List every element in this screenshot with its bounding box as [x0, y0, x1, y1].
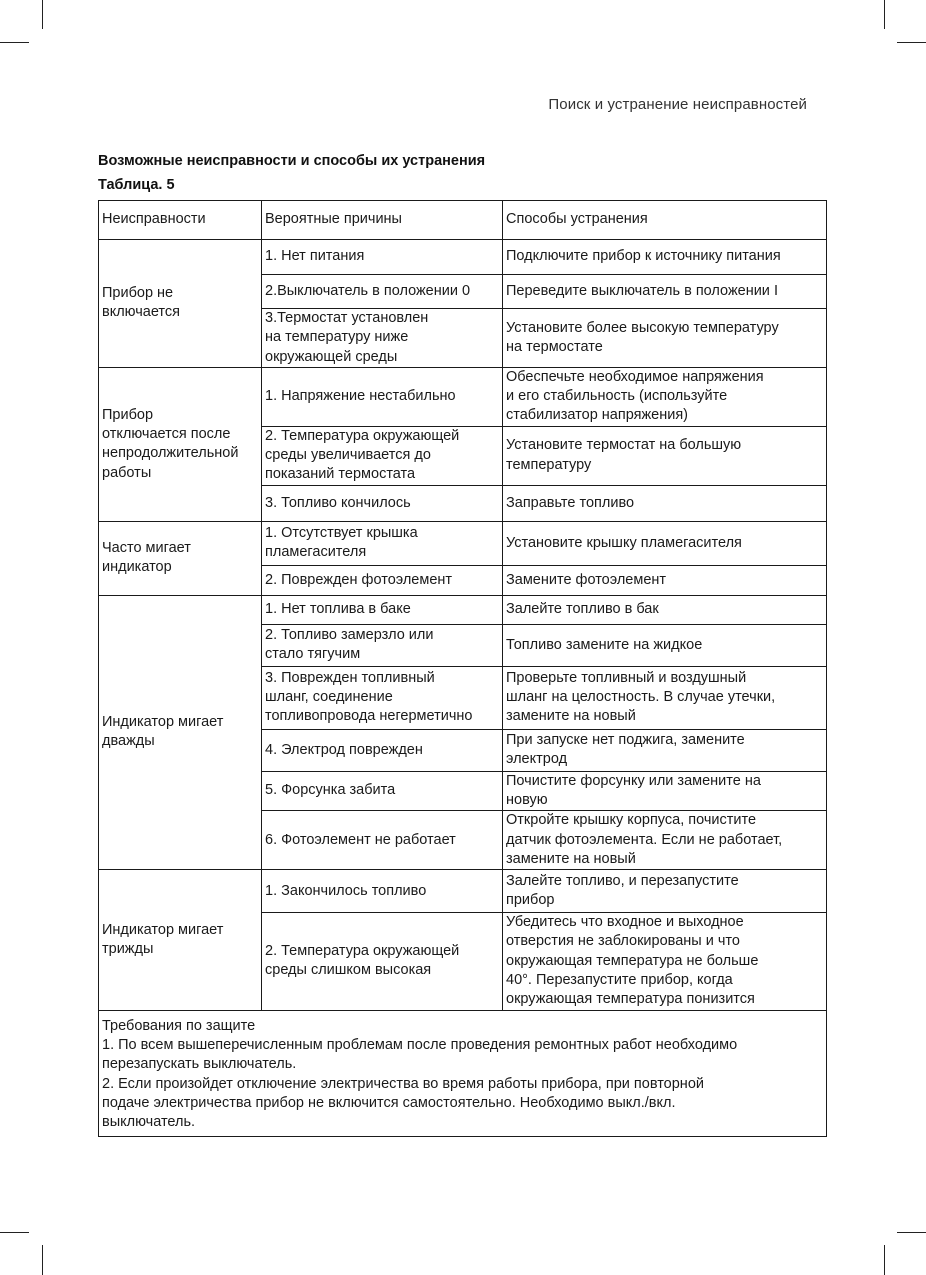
text-line: 5. Форсунка забита	[265, 782, 396, 799]
text-line: Залейте топливо, и перезапустите	[506, 872, 739, 889]
cause-cell	[262, 811, 503, 870]
text-line: перезапускать выключатель.	[102, 1056, 297, 1073]
section-title: Возможные неисправности и способы их устранения	[98, 153, 486, 169]
remedy-cell	[503, 913, 827, 1010]
crop-mark-top-left-horizontal	[0, 42, 29, 43]
text-line: среды слишком высокая	[265, 962, 432, 979]
text-line: новую	[506, 791, 548, 808]
text-line: 2. Температура окружающей	[265, 943, 460, 960]
text-line: 3. Топливо кончилось	[265, 494, 411, 511]
remedy-cell	[503, 811, 827, 870]
cause-cell	[262, 240, 503, 275]
text-line: Индикатор мигает	[102, 921, 224, 938]
cause-cell	[262, 595, 503, 624]
remedy-cell	[503, 666, 827, 729]
remedy-cell	[503, 485, 827, 521]
fault-cell	[99, 595, 262, 869]
text-line: 1. Нет питания	[265, 248, 365, 265]
text-line: Прибор не	[102, 285, 174, 302]
cause-cell	[262, 309, 503, 368]
text-line: замените на новый	[506, 708, 636, 725]
text-line: 2.Выключатель в положении 0	[265, 282, 471, 299]
text-line: на температуру ниже	[265, 329, 409, 346]
text-line: 2. Температура окружающей	[265, 427, 460, 444]
remedy-cell	[503, 729, 827, 771]
text-line: и его стабильность (используйте	[506, 388, 728, 405]
cause-cell	[262, 771, 503, 811]
text-line: шланг на целостность. В случае утечки,	[506, 689, 776, 706]
text-line: 3. Поврежден топливный	[265, 669, 435, 686]
text-line: 40°. Перезапустите прибор, когда	[506, 972, 733, 989]
protection-notes	[99, 1010, 827, 1136]
text-line: работы	[102, 464, 152, 481]
text-line: Индикатор мигает	[102, 714, 224, 731]
cause-cell	[262, 729, 503, 771]
remedy-cell	[503, 870, 827, 913]
text-line: отверстия не заблокированы и что	[506, 933, 740, 950]
text-line: электрод	[506, 751, 568, 768]
text-line: среды увеличивается до	[265, 447, 431, 464]
cause-cell	[262, 913, 503, 1010]
text-line: Залейте топливо в бак	[506, 601, 659, 618]
cause-cell	[262, 485, 503, 521]
text-line: 1. По всем вышеперечисленным проблемам после проведения ремонтных работ необходимо	[102, 1036, 738, 1053]
text-line: Заправьте топливо	[506, 494, 635, 511]
cause-cell	[262, 275, 503, 309]
text-line: на термостате	[506, 338, 603, 355]
header-faults: Неисправности	[99, 201, 262, 240]
text-line: включается	[102, 304, 181, 321]
text-line: 1. Закончилось топливо	[265, 882, 427, 899]
cause-cell	[262, 565, 503, 595]
text-line: 1. Напряжение нестабильно	[265, 388, 456, 405]
cause-cell	[262, 870, 503, 913]
text-line: Установите более высокую температуру	[506, 319, 779, 336]
text-line: датчик фотоэлемента. Если не работает,	[506, 831, 783, 848]
crop-mark-top-right-vertical	[884, 0, 885, 29]
remedy-cell	[503, 240, 827, 275]
table-row	[99, 521, 827, 565]
text-line: пламегасителя	[265, 544, 367, 561]
text-line: 1. Нет топлива в баке	[265, 601, 411, 618]
text-line: окружающая температура не больше	[506, 952, 759, 969]
text-line: Установите крышку пламегасителя	[506, 534, 742, 551]
fault-cell	[99, 521, 262, 595]
remedy-cell	[503, 426, 827, 485]
text-line: 2. Поврежден фотоэлемент	[265, 571, 453, 588]
table-row	[99, 240, 827, 275]
text-line: подаче электричества прибор не включится самостоятельно. Необходимо выкл./вкл.	[102, 1094, 676, 1111]
header-causes: Вероятные причины	[262, 201, 503, 240]
text-line: Подключите прибор к источнику питания	[506, 248, 781, 265]
text-line: окружающая температура понизится	[506, 991, 755, 1008]
troubleshooting-table	[98, 200, 827, 1137]
text-line: Замените фотоэлемент	[506, 571, 667, 588]
cause-cell	[262, 666, 503, 729]
cause-cell	[262, 367, 503, 426]
text-line: выключатель.	[102, 1114, 196, 1131]
text-line: Установите термостат на большую	[506, 437, 742, 454]
text-line: Проверьте топливный и воздушный	[506, 669, 747, 686]
fault-cell	[99, 240, 262, 368]
text-line: 2. Если произойдет отключение электричества во время работы прибора, при повторной	[102, 1075, 704, 1092]
text-line: показаний термостата	[265, 466, 416, 483]
text-line: Прибор	[102, 406, 154, 423]
text-line: Переведите выключатель в положении I	[506, 282, 778, 299]
table-row	[99, 367, 827, 426]
remedy-cell	[503, 595, 827, 624]
text-line: непродолжительной	[102, 445, 239, 462]
crop-mark-top-right-horizontal	[897, 42, 926, 43]
remedy-cell	[503, 565, 827, 595]
table-row	[99, 870, 827, 913]
remedy-cell	[503, 771, 827, 811]
text-line: индикатор	[102, 559, 172, 576]
text-line: Часто мигает	[102, 539, 191, 556]
remedy-cell	[503, 275, 827, 309]
text-line: температуру	[506, 456, 592, 473]
text-line: Обеспечьте необходимое напряжения	[506, 368, 764, 385]
remedy-cell	[503, 624, 827, 666]
text-line: Откройте крышку корпуса, почистите	[506, 812, 757, 829]
text-line: замените на новый	[506, 850, 636, 867]
table-row	[99, 595, 827, 624]
table-caption: Таблица. 5	[98, 177, 175, 193]
crop-mark-bottom-left-vertical	[42, 1245, 43, 1275]
crop-mark-top-left-vertical	[42, 0, 43, 29]
text-line: топливопровода негерметично	[265, 708, 473, 725]
text-line: стабилизатор напряжения)	[506, 407, 689, 424]
text-line: Требования по защите	[102, 1017, 256, 1034]
header-remedies: Способы устранения	[503, 201, 827, 240]
crop-mark-bottom-right-vertical	[884, 1245, 885, 1275]
text-line: Топливо замените на жидкое	[506, 636, 703, 653]
cause-cell	[262, 521, 503, 565]
text-line: 3.Термостат установлен	[265, 310, 429, 326]
fault-cell	[99, 367, 262, 521]
table-header-row	[99, 201, 827, 240]
remedy-cell	[503, 367, 827, 426]
remedy-cell	[503, 309, 827, 368]
text-line: 4. Электрод поврежден	[265, 741, 423, 758]
fault-cell	[99, 870, 262, 1010]
text-line: дважды	[102, 733, 155, 750]
text-line: При запуске нет поджига, замените	[506, 731, 745, 748]
text-line: 1. Отсутствует крышка	[265, 524, 418, 541]
crop-mark-bottom-right-horizontal	[897, 1232, 926, 1233]
text-line: трижды	[102, 940, 154, 957]
text-line: 6. Фотоэлемент не работает	[265, 831, 456, 848]
crop-mark-bottom-left-horizontal	[0, 1232, 29, 1233]
cause-cell	[262, 624, 503, 666]
text-line: отключается после	[102, 425, 231, 442]
text-line: 2. Топливо замерзло или	[265, 626, 434, 643]
protection-notes-row	[99, 1010, 827, 1136]
text-line: прибор	[506, 892, 555, 909]
text-line: шланг, соединение	[265, 689, 393, 706]
text-line: Убедитесь что входное и выходное	[506, 914, 744, 931]
text-line: окружающей среды	[265, 348, 398, 365]
text-line: стало тягучим	[265, 646, 361, 663]
text-line: Почистите форсунку или замените на	[506, 772, 761, 789]
cause-cell	[262, 426, 503, 485]
running-header: Поиск и устранение неисправностей	[548, 96, 807, 113]
remedy-cell	[503, 521, 827, 565]
